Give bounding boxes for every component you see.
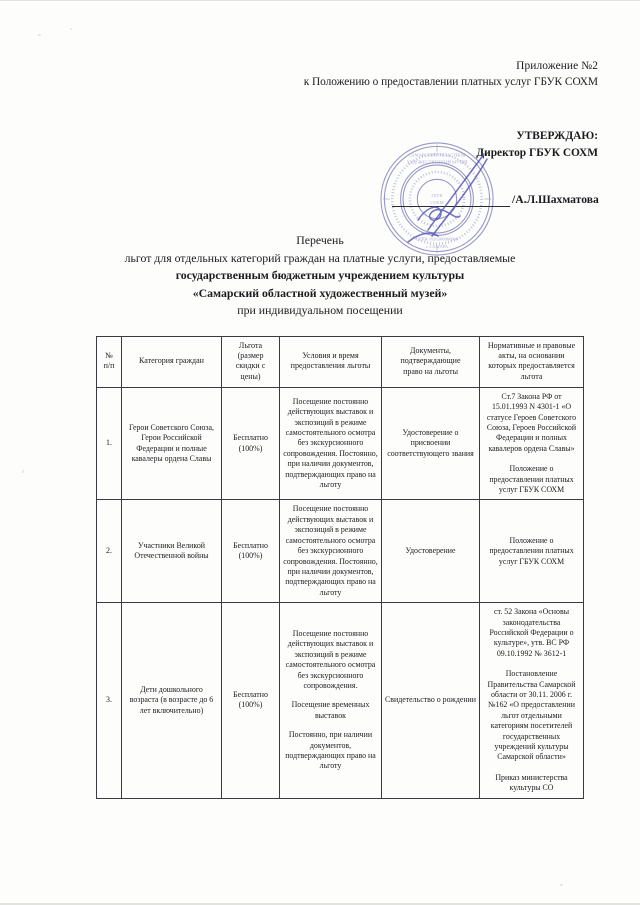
- signature-name: /А.Л.Шахматова: [512, 193, 599, 206]
- benefits-table-container: [96, 336, 583, 799]
- cell-category: Герои Советского Союза, Герои Российской Федерации и полные кавалеры ордена Славы: [122, 387, 222, 500]
- cell-documents: Свидетельство о рождении: [382, 603, 480, 799]
- table-body: [97, 387, 584, 798]
- svg-text:ГБУК: ГБУК: [431, 193, 443, 199]
- svg-text:г. САМАРА: г. САМАРА: [425, 244, 449, 250]
- cell-number: 2.: [97, 500, 122, 603]
- cell-acts: Положение о предоставлении платных услуг ГБУК СОХМ: [480, 500, 584, 603]
- svg-text:ХУДОЖЕСТВЕННЫЙ МУЗЕЙ: ХУДОЖЕСТВЕННЫЙ МУЗЕЙ: [406, 159, 468, 165]
- appendix-reference: [250, 58, 598, 90]
- svg-text:САМАРСКИЙ ОБЛАСТНОЙ: САМАРСКИЙ ОБЛАСТНОЙ: [408, 152, 466, 158]
- cell-documents: Удостоверение: [382, 500, 480, 603]
- benefits-table: [96, 336, 584, 799]
- cell-number: 3.: [97, 603, 122, 799]
- approval-position: Директор ГБУК СОХМ: [476, 146, 598, 159]
- col-header-acts: Нормативные и правовые акты, на основании которых предоставляется льгота: [480, 337, 584, 388]
- cell-conditions: Посещение постоянно действующих выставок и экспозиций в режиме самостоятельного осмотра без экскурсионного сопровождения. Постоянно, при наличии документов, подтверждающих право на льготу: [280, 500, 382, 603]
- title-line-5: при индивидуальном посещении: [237, 303, 403, 317]
- col-header-documents: Документы, подтверждающие право на льготы: [382, 337, 480, 388]
- col-header-number: № п/п: [97, 337, 122, 388]
- col-header-conditions: Условия и время предоставления льготы: [280, 337, 382, 388]
- cell-category: Дети дошкольного возраста (в возрасте до 6 лет включительно): [122, 603, 222, 799]
- title-line-3: государственным бюджетным учреждением культуры: [175, 268, 465, 282]
- table-row: [97, 500, 584, 603]
- table-row: [97, 603, 584, 799]
- svg-text:ОГРН 1026300960000: ОГРН 1026300960000: [415, 236, 459, 242]
- cell-conditions: Посещение постоянно действующих выставок и экспозиций в режиме самостоятельного осмотра без экскурсионного сопровождения. Постоянно, при наличии документов, подтверждающих право на льготу: [280, 387, 382, 500]
- appendix-regulation-reference: к Положению о предоставлении платных услуг ГБУК СОХМ: [303, 76, 598, 88]
- table-header-row: [97, 337, 584, 388]
- table-header: [97, 337, 584, 388]
- handwritten-signature-icon: [388, 150, 518, 262]
- title-line-2: льгот для отдельных категорий граждан на платные услуги, предоставляемые: [124, 250, 516, 265]
- table-row: [97, 387, 584, 500]
- cell-benefit: Бесплатно (100%): [222, 603, 280, 799]
- col-header-benefit: Льгота (размер скидки с цены): [222, 337, 280, 388]
- cell-category: Участники Великой Отечественной войны: [122, 500, 222, 603]
- svg-text:СОХМ: СОХМ: [430, 199, 444, 205]
- cell-acts: ст. 52 Закона «Основы законодательства Российской Федерации о культуре», утв. ВС РФ 09.10.1992 № 3612-1 Постановление Правительства Самарской области от 30.11. 2006 г. №162 «О предоставлении льгот отдельными категориям посетителей государственных учреждений культуры Самарской области» Приказ министерства культуры СО: [480, 603, 584, 799]
- cell-number: 1.: [97, 387, 122, 500]
- cell-benefit: Бесплатно (100%): [222, 500, 280, 603]
- cell-benefit: Бесплатно (100%): [222, 387, 280, 500]
- appendix-number: Приложение №2: [516, 60, 598, 72]
- col-header-category: Категория граждан: [122, 337, 222, 388]
- cell-conditions: Посещение постоянно действующих выставок и экспозиций в режиме самостоятельного осмотра без экскурсионного сопровождения. Посещение временных выставок Постоянно, при наличии документов, подтверждающих право на льготу: [280, 603, 382, 799]
- cell-acts: Ст.7 Закона РФ от 15.01.1993 N 4301-1 «О статусе Героев Советского Союза, Героев Российской Федерации и полных кавалеров ордена Славы» Положение о предоставлении платных услуг ГБУК СОХМ: [480, 387, 584, 500]
- title-line-4: «Самарский областной художественный музей»: [192, 285, 448, 300]
- title-line-1: Перечень: [296, 233, 344, 247]
- cell-documents: Удостоверение о присвоении соответствующего звания: [382, 387, 480, 500]
- approval-label: УТВЕРЖДАЮ:: [516, 130, 598, 142]
